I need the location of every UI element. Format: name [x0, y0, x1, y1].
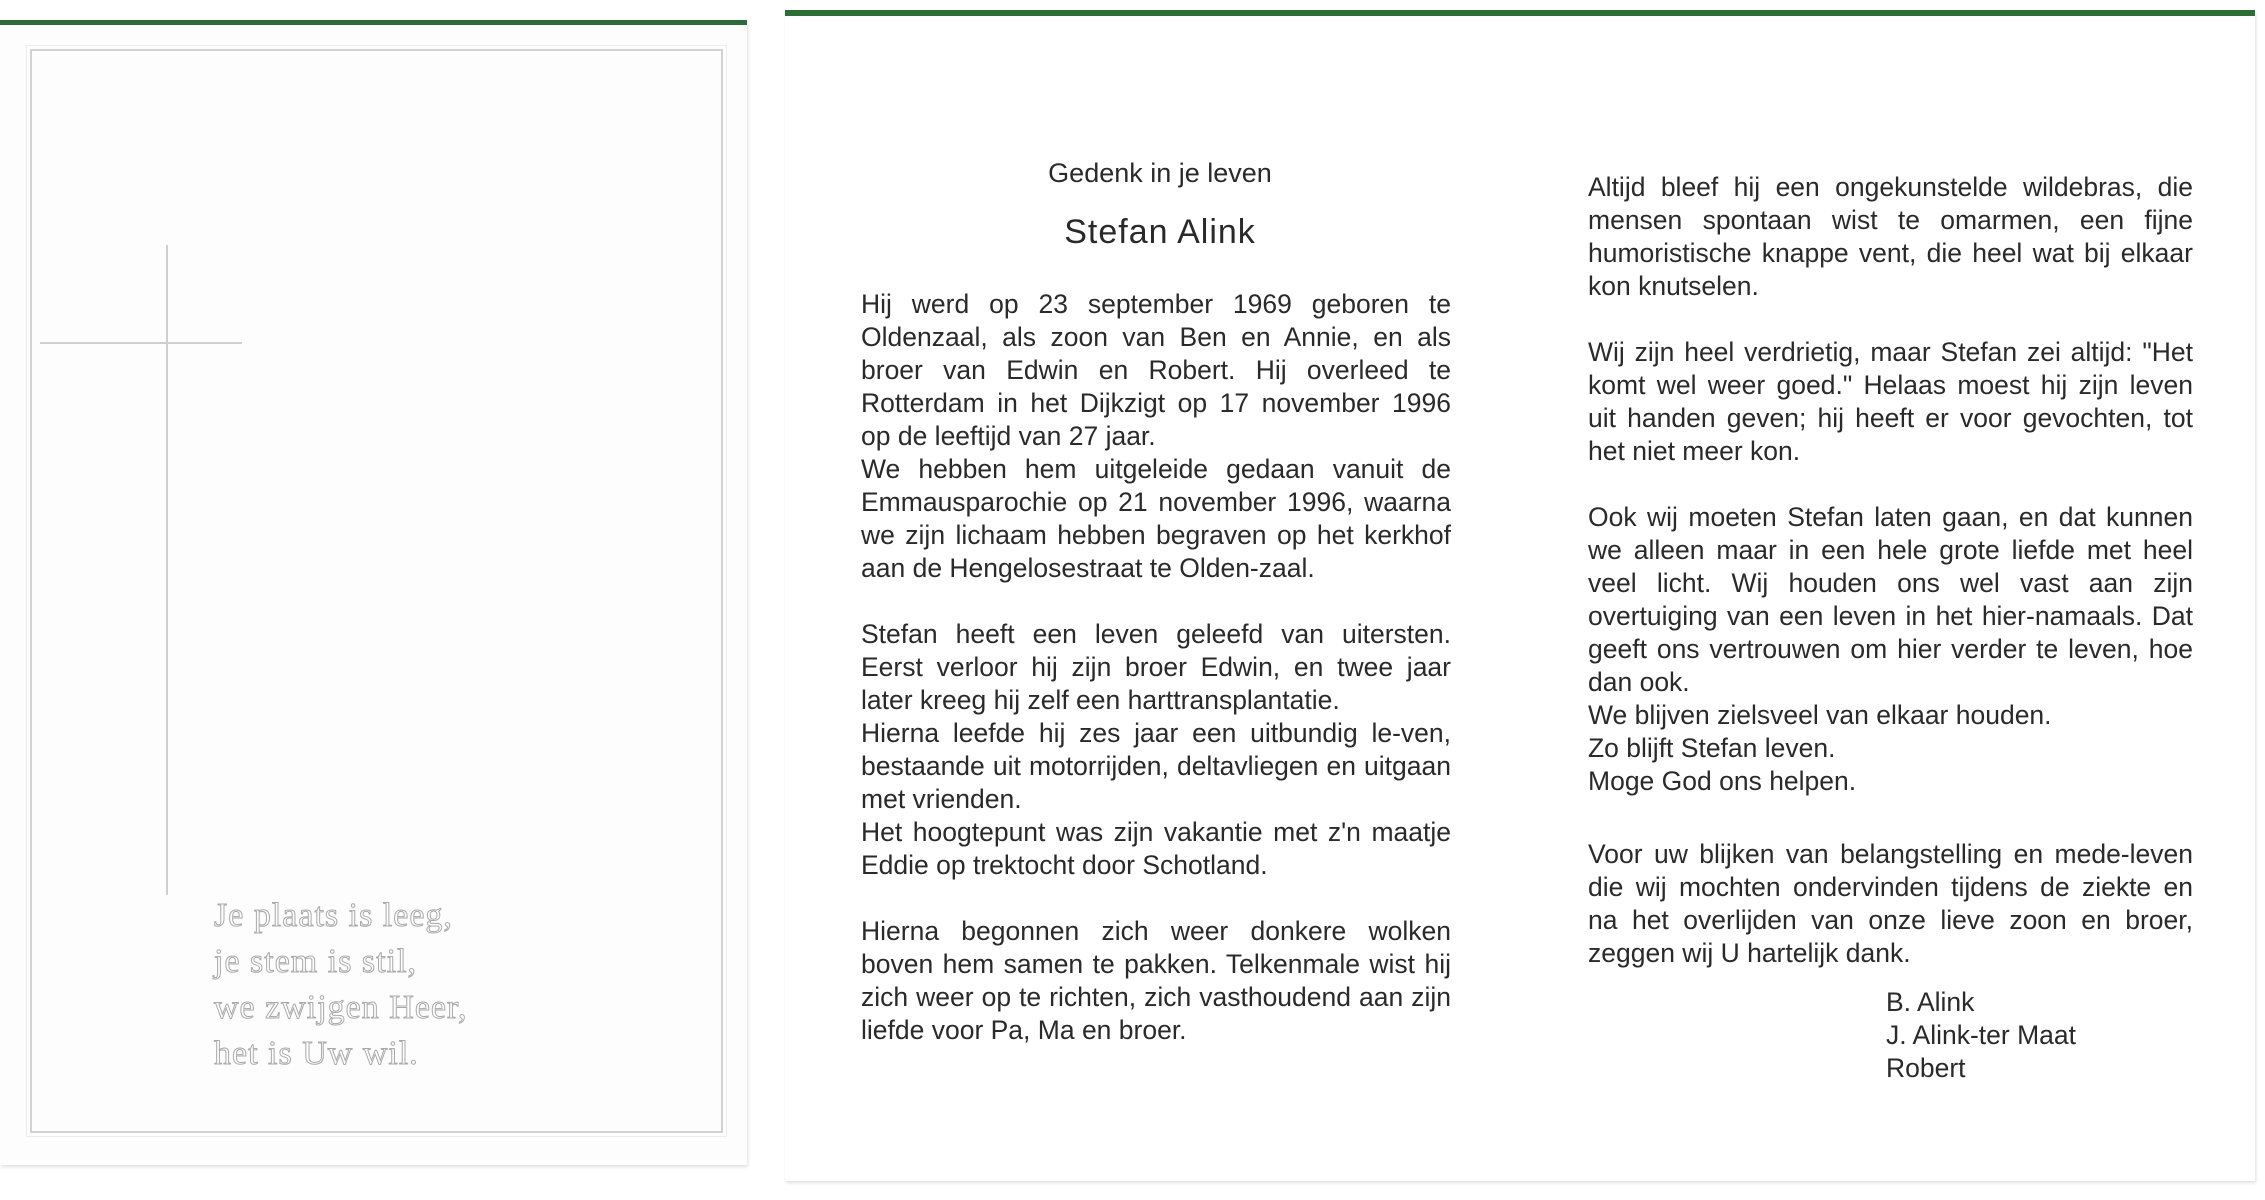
- paragraph: Hierna begonnen zich weer donkere wolken boven hem samen te pakken. Telkenmale wist hij zich weer op te richten, zich vasthoudend aan zijn liefde voor Pa, Ma en broer.: [861, 916, 1451, 1045]
- poem-line: het is Uw wil.: [214, 1035, 419, 1072]
- paragraph: Moge God ons helpen.: [1588, 766, 1857, 796]
- memorial-card-front: [0, 20, 747, 1165]
- poem-line: je stem is stil,: [214, 943, 417, 980]
- paragraph: Het hoogtepunt was zijn vakantie met z'n maatje Eddie op trektocht door Schotland.: [861, 817, 1451, 880]
- paragraph: Wij zijn heel verdrietig, maar Stefan zei altijd: "Het komt wel weer goed." Helaas moest hij zijn leven uit handen geven; hij heeft er voor gevochten, tot het niet meer kon.: [1588, 337, 2193, 466]
- signature-line: J. Alink-ter Maat: [1886, 1020, 2076, 1050]
- deceased-name: Stefan Alink: [1064, 213, 1256, 251]
- thank-you-paragraph: Voor uw blijken van belangstelling en mede-leven die wij mochten ondervinden tijdens de ziekte en na het overlijden van onze lieve zoon en broer, zeggen wij U hartelijk dank.: [1588, 839, 2193, 968]
- right-text-column: [1588, 171, 2193, 1085]
- paragraph: Hierna leefde hij zes jaar een uitbundig le-ven, bestaande uit motorrijden, deltavliegen en uitgaan met vrienden.: [861, 718, 1451, 814]
- signature-line: B. Alink: [1886, 987, 1975, 1017]
- cross-icon-beam: [40, 342, 242, 344]
- poem-line: we zwijgen Heer,: [214, 989, 468, 1026]
- left-text-column: [861, 288, 1451, 1047]
- paragraph: Ook wij moeten Stefan laten gaan, en dat kunnen we alleen maar in een hele grote liefde met heel veel licht. Wij houden ons wel vast aan zijn overtuiging van een leven in het hier-namaals. Dat geeft ons vertrouwen om hier verder te leven, hoe dan ook.: [1588, 502, 2193, 697]
- signatures: [1886, 986, 2193, 1085]
- paragraph: Stefan heeft een leven geleefd van uitersten. Eerst verloor hij zijn broer Edwin, en twee jaar later kreeg hij zelf een harttransplantatie.: [861, 619, 1451, 715]
- signature-line: Robert: [1886, 1053, 1966, 1083]
- poem-line: Je plaats is leeg,: [214, 897, 453, 934]
- paragraph: Altijd bleef hij een ongekunstelde wildebras, die mensen spontaan wist te omarmen, een fijne humoristische knappe vent, die heel wat bij elkaar kon knutselen.: [1588, 172, 2193, 301]
- paragraph: We hebben hem uitgeleide gedaan vanuit de Emmausparochie op 21 november 1996, waarna we zijn lichaam hebben begraven op het kerkhof aan de Hengelosestraat te Olden-zaal.: [861, 454, 1451, 583]
- paragraph: We blijven zielsveel van elkaar houden.: [1588, 700, 2052, 730]
- poem: [214, 893, 634, 1077]
- paragraph: Hij werd op 23 september 1969 geboren te Oldenzaal, als zoon van Ben en Annie, en als broer van Edwin en Robert. Hij overleed te Rotterdam in het Dijkzigt op 17 november 1996 op de leeftijd van 27 jaar.: [861, 289, 1451, 451]
- memorial-card-inside: [785, 10, 2255, 1181]
- paragraph: Zo blijft Stefan leven.: [1588, 733, 1836, 763]
- card-heading: Gedenk in je leven: [1048, 158, 1272, 188]
